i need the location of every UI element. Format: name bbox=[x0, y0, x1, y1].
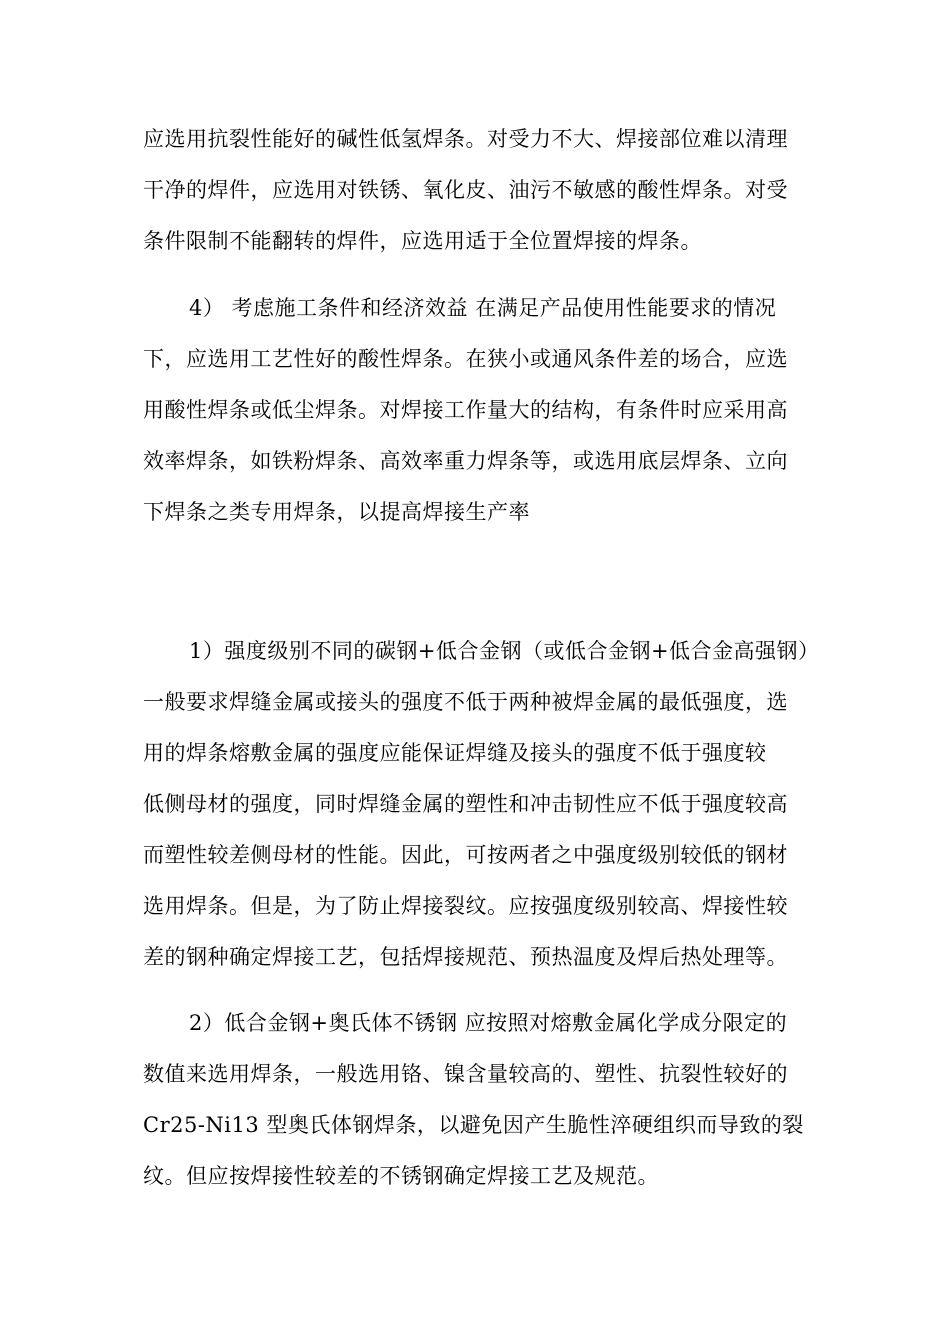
paragraph-line: 一般要求焊缝金属或接头的强度不低于两种被焊金属的最低强度，选 bbox=[143, 690, 788, 714]
paragraph-line: 低侧母材的强度，同时焊缝金属的塑性和冲击韧性应不低于强度较高 bbox=[143, 792, 788, 816]
paragraph-line: 下焊条之类专用焊条，以提高焊接生产率 bbox=[143, 500, 530, 524]
paragraph-line: 纹。但应按焊接性较差的不锈钢确定焊接工艺及规范。 bbox=[143, 1164, 659, 1188]
paragraph-line: 下，应选用工艺性好的酸性焊条。在狭小或通风条件差的场合，应选 bbox=[143, 347, 788, 371]
paragraph-line: 选用焊条。但是，为了防止焊接裂纹。应按强度级别较高、焊接性较 bbox=[143, 894, 788, 918]
paragraph-line: 差的钢种确定焊接工艺，包括焊接规范、预热温度及焊后热处理等。 bbox=[143, 945, 788, 969]
paragraph-line: 而塑性较差侧母材的性能。因此，可按两者之中强度级别较低的钢材 bbox=[143, 843, 788, 867]
paragraph-line: 4） 考虑施工条件和经济效益 在满足产品使用性能要求的情况 bbox=[189, 296, 777, 320]
paragraph-line: 干净的焊件，应选用对铁锈、氧化皮、油污不敏感的酸性焊条。对受 bbox=[143, 178, 788, 202]
paragraph-line: 用的焊条熔敷金属的强度应能保证焊缝及接头的强度不低于强度较 bbox=[143, 741, 767, 765]
paragraph-line: 2）低合金钢+奥氏体不锈钢 应按照对熔敷金属化学成分限定的 bbox=[189, 1011, 788, 1035]
paragraph-line: 数值来选用焊条，一般选用铬、镍含量较高的、塑性、抗裂性较好的 bbox=[143, 1062, 788, 1086]
paragraph-line: 效率焊条，如铁粉焊条、高效率重力焊条等，或选用底层焊条、立向 bbox=[143, 449, 788, 473]
paragraph-line: Cr25-Ni13 型奥氏体钢焊条，以避免因产生脆性淬硬组织而导致的裂 bbox=[143, 1113, 804, 1137]
paragraph-line: 条件限制不能翻转的焊件，应选用适于全位置焊接的焊条。 bbox=[143, 229, 702, 253]
paragraph-line: 1）强度级别不同的碳钢+低合金钢（或低合金钢+低合金高强钢） bbox=[189, 639, 820, 663]
paragraph-line: 应选用抗裂性能好的碱性低氢焊条。对受力不大、焊接部位难以清理 bbox=[143, 127, 788, 151]
paragraph-line: 用酸性焊条或低尘焊条。对焊接工作量大的结构，有条件时应采用高 bbox=[143, 398, 788, 422]
